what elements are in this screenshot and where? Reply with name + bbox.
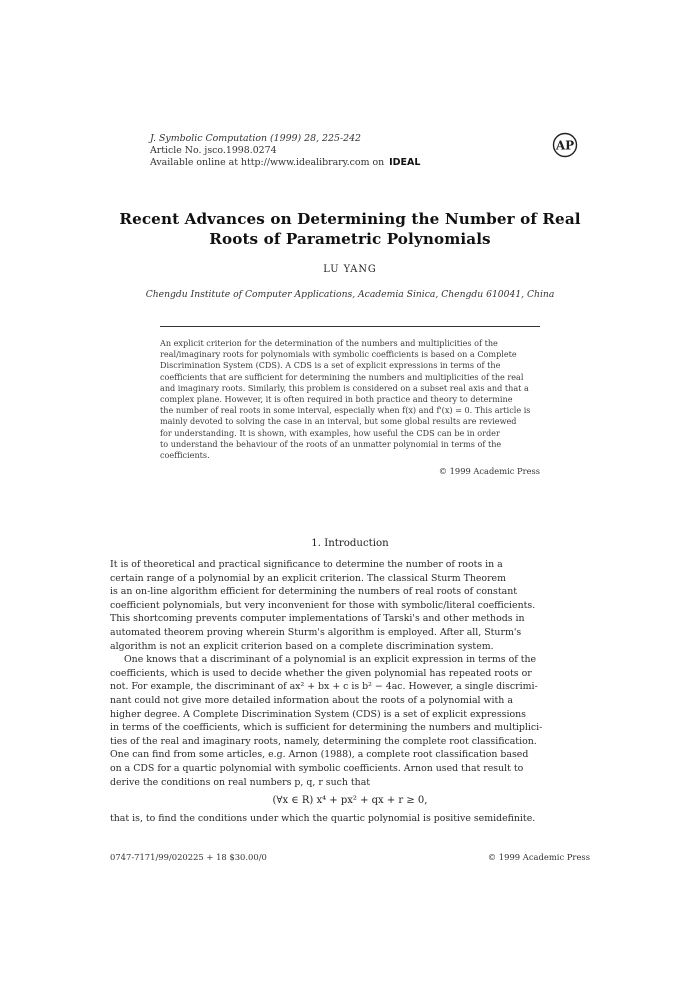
- page-footer: [110, 852, 590, 862]
- body-line: nant could not give more detailed information about the roots of a polynomial with a: [110, 694, 513, 706]
- abstract-line: and imaginary roots. Similarly, this problem is considered on a subset real axis and that a: [160, 382, 529, 393]
- ideal-badge: IDEAL: [389, 157, 421, 169]
- body-line: coefficients, which is used to decide whether the given polynomial has repeated roots or: [110, 667, 532, 679]
- article-number: Article No. jsco.1998.0274: [150, 145, 277, 157]
- body-line: derive the conditions on real numbers p, q, r such that: [110, 776, 371, 788]
- body-line: certain range of a polynomial by an explicit criterion. The classical Sturm Theorem: [110, 572, 506, 584]
- journal-citation: J. Symbolic Computation (1999) 28, 225-242: [150, 133, 362, 144]
- abstract-line: the number of real roots in some interval, especially when f(x) and f'(x) = 0. This article is: [160, 405, 531, 416]
- body-line: not. For example, the discriminant of ax² + bx + c is b² − 4ac. However, a single discrimi-: [110, 681, 538, 693]
- author-affiliation: Chengdu Institute of Computer Applications, Academia Sinica, Chengdu 610041, China: [145, 289, 555, 300]
- display-formula: (∀x ∈ R) x⁴ + px² + qx + r ≥ 0,: [272, 795, 428, 807]
- ap-logo-text: AP: [555, 138, 575, 153]
- body-line: ties of the real and imaginary roots, namely, determining the complete root classification.: [110, 735, 537, 747]
- body-line: It is of theoretical and practical significance to determine the number of roots in a: [110, 559, 503, 570]
- abstract-line: coefficients.: [160, 450, 210, 461]
- abstract-line: for understanding. It is shown, with examples, how useful the CDS can be in order: [160, 427, 500, 438]
- title-line-1: Recent Advances on Determining the Number of Real: [119, 210, 581, 228]
- body-line: One knows that a discriminant of a polynomial is an explicit expression in terms of the: [124, 654, 537, 666]
- abstract-line: coefficients that are sufficient for determining the numbers and multiplicities of the real: [160, 371, 524, 382]
- footer-copyright: © 1999 Academic Press: [487, 852, 590, 862]
- paper-title: [110, 210, 590, 249]
- abstract-line: complex plane. However, it is often required in both practice and theory to determine: [160, 394, 513, 405]
- ap-logo: [552, 132, 578, 158]
- issn-code: 0747-7171/99/020225 + 18 $30.00/0: [110, 852, 267, 862]
- body-text: [110, 558, 590, 825]
- abstract-copyright: © 1999 Academic Press: [438, 466, 540, 476]
- abstract-top-rule: [160, 326, 540, 327]
- availability-line: Available online at http://www.idealibrary.com on: [150, 157, 385, 169]
- abstract-line: Discrimination System (CDS). A CDS is a set of explicit expressions in terms of the: [160, 360, 501, 371]
- body-line: is an on-line algorithm efficient for determining the numbers of real roots of constant: [110, 586, 517, 598]
- body-line: higher degree. A Complete Discrimination System (CDS) is a set of explicit expressions: [110, 708, 526, 720]
- body-line: on a CDS for a quartic polynomial with symbolic coefficients. Arnon used that result to: [110, 762, 524, 774]
- journal-header: [150, 133, 420, 170]
- body-line: One can find from some articles, e.g. Arnon (1988), a complete root classification based: [110, 749, 529, 761]
- author-name: LU YANG: [323, 264, 377, 275]
- abstract-line: real/imaginary roots for polynomials with symbolic coefficients is based on a Complete: [160, 349, 517, 360]
- body-line: in terms of the coefficients, which is sufficient for determining the numbers and multiplici-: [110, 722, 543, 734]
- title-line-2: Roots of Parametric Polynomials: [209, 229, 491, 248]
- abstract-line: An explicit criterion for the determination of the numbers and multiplicities of the: [160, 338, 498, 348]
- body-line: coefficient polynomials, but very inconvenient for those with symbolic/literal coefficients.: [110, 599, 536, 611]
- body-line: algorithm is not an explicit criterion based on a complete discrimination system.: [110, 640, 494, 652]
- abstract-line: to understand the behaviour of the roots of an unmatter polynomial in terms of the: [160, 438, 502, 449]
- body-line: This shortcoming prevents computer implementations of Tarski's and other methods in: [110, 613, 525, 625]
- body-line: automated theorem proving wherein Sturm's algorithm is employed. After all, Sturm's: [110, 626, 522, 638]
- abstract: [160, 338, 540, 461]
- body-line: that is, to find the conditions under which the quartic polynomial is positive semidefinite.: [110, 812, 536, 824]
- section-heading: 1. Introduction: [311, 538, 389, 549]
- abstract-line: mainly devoted to solving the case in an interval, but some global results are reviewed: [160, 416, 517, 427]
